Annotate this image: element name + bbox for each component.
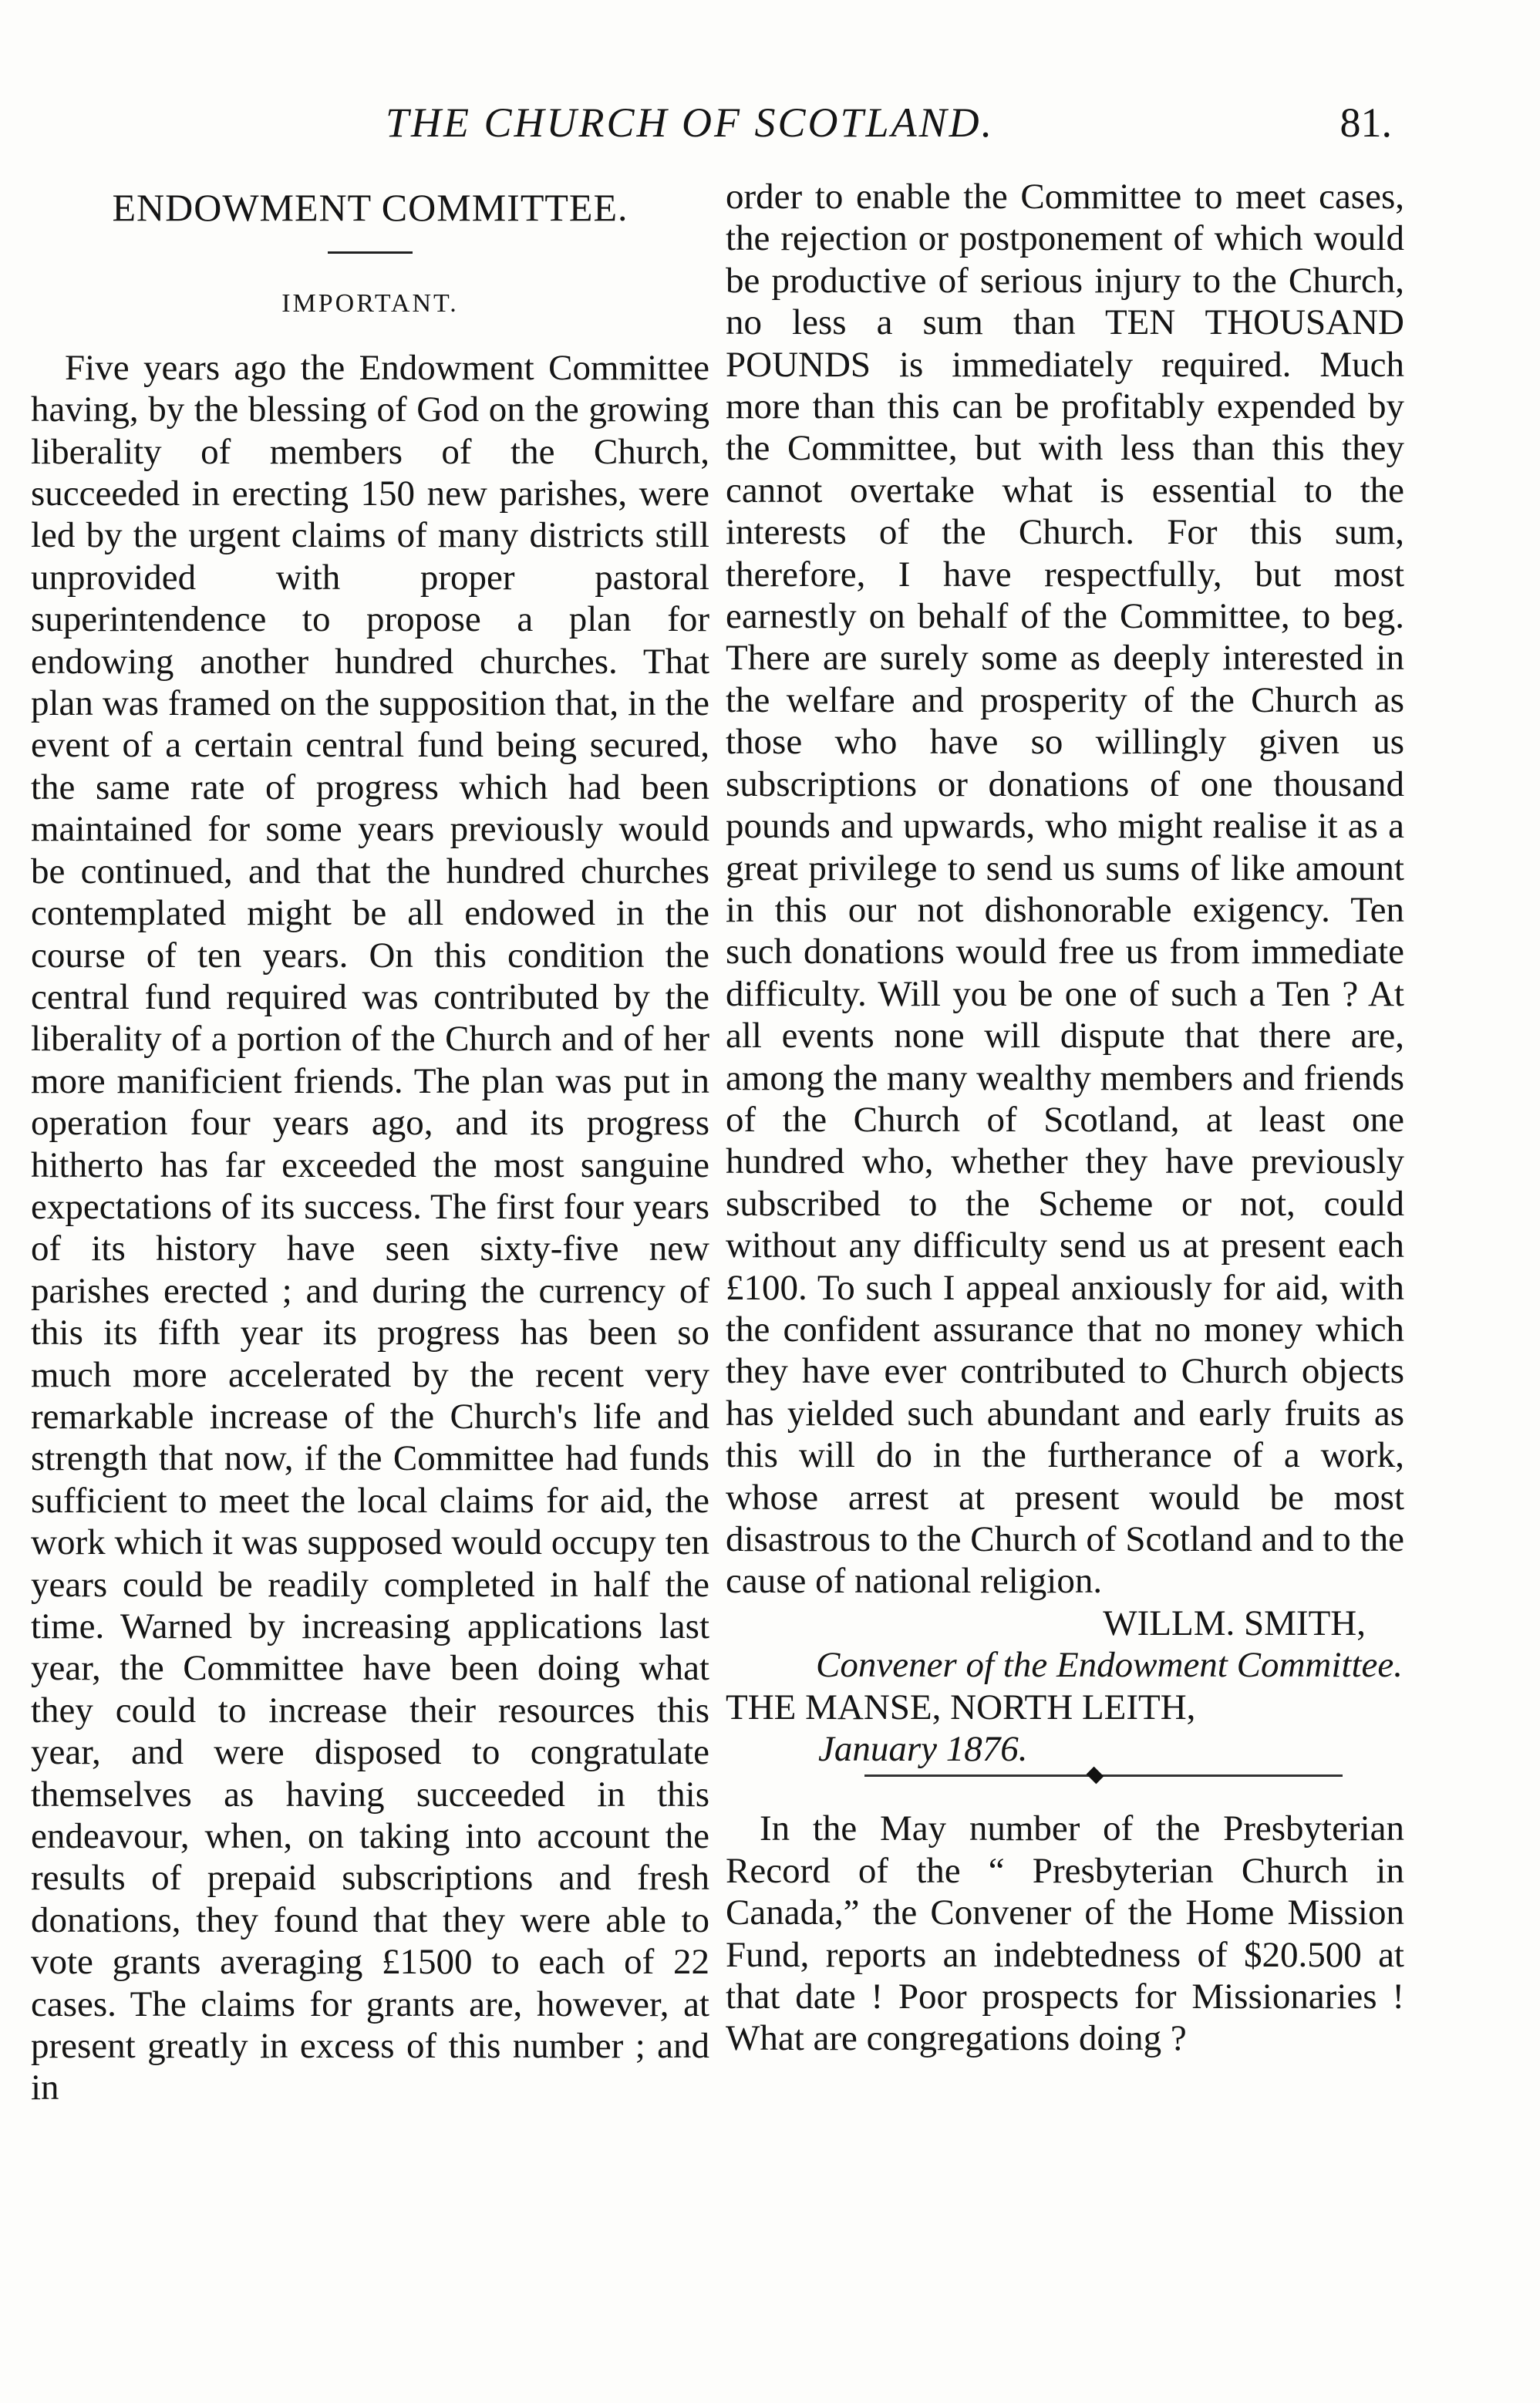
running-head <box>0 99 1540 160</box>
page-number: 81. <box>1339 99 1392 146</box>
running-head-title: THE CHURCH OF SCOTLAND. <box>386 99 995 146</box>
article-paragraph-part-1: Five years ago the Endowment Committee having, by the blessing of God on the growing liberality of members of the Church, succeeded in erecting 150 new parishes, were led by the urgent claims of many districts still unprovided with proper pastoral superintendence to propose a plan for endowing another hundred churches. That plan was framed on the supposition that, in the event of a certain central fund being secured, the same rate of progress which had been maintained for some years previously would be continued, and that the hundred churches contemplated might be all endowed in the course of ten years. On this condition the central fund required was contributed by the liberality of a portion of the Church and of her more manificient friends. The plan was put in operation four years ago, and its progress hitherto has far exceeded the most sanguine expectations of its success. The first four years of its history have seen sixty-five new parishes erected ; and during the currency of this its fifth year its progress has been so much more accelerated by the recent very remarkable increase of the Church's life and strength that now, if the Committee had funds sufficient to meet the local claims for aid, the work which it was supposed would occupy ten years could be readily completed in half the time. Warned by increasing applications last year, the Committee have been doing what they could to increase their resources this year, and were disposed to congratulate themselves as having succeeded in this endeavour, when, on taking into account the results of prepaid subscriptions and fresh donations, they found that they were able to vote grants averaging £1500 to each of 22 cases. The claims for grants are, however, at present greatly in excess of this number ; and in <box>31 347 709 2108</box>
right-column <box>726 176 1404 2060</box>
section-heading: ENDOWMENT COMMITTEE. <box>112 186 628 229</box>
left-column <box>31 176 709 2109</box>
heading-rule <box>328 251 413 254</box>
signature-place: THE MANSE, NORTH LEITH, <box>726 1687 1196 1727</box>
article-paragraph-part-2: order to enable the Committee to meet cases, the rejection or postponement of which would be productive of serious injury to the Church, no less a sum than TEN THOUSAND POUNDS is immediately required. Much more than this can be profitably expended by the Committee, but with less than this they cannot overtake what is essential to the interests of the Church. For this sum, therefore, I have respectfully, but most earnestly on behalf of the Committee, to beg. There are surely some as deeply interested in the welfare and prosperity of the Church as those who have so willingly given us subscriptions or donations of one thousand pounds and upwards, who might realise it as a great privilege to send us sums of like amount in this our not dishonorable exigency. Ten such donations would free us from immediate difficulty. Will you be one of such a Ten ? At all events none will dispute that there are, among the many wealthy members and friends of the Church of Scotland, at least one hundred who, whether they have previously subscribed to the Scheme or not, could without any difficulty send us at present each £100. To such I appeal anxiously for aid, with the confident assurance that no money which they have ever contributed to Church objects has yielded such abundant and early fruits as this will do in the furtherance of a work, whose arrest at present would be most disastrous to the Church of Scotland and to the cause of national religion. <box>726 177 1404 1602</box>
signature-role: Convener of the Endowment Committee. <box>816 1645 1403 1686</box>
note-paragraph: In the May number of the Presbyterian Record of the “ Presbyterian Church in Canada,” the Convener of the Home Mission Fund, reports an indebtedness of $20.500 at that date ! Poor prospects for Missionaries ! What are congregations doing ? <box>726 1808 1404 2059</box>
subheading: IMPORTANT. <box>281 289 459 318</box>
section-separator <box>864 1774 1343 1777</box>
signature-date: January 1876. <box>818 1729 1028 1770</box>
signature-name: WILLM. SMITH, <box>1103 1603 1366 1643</box>
